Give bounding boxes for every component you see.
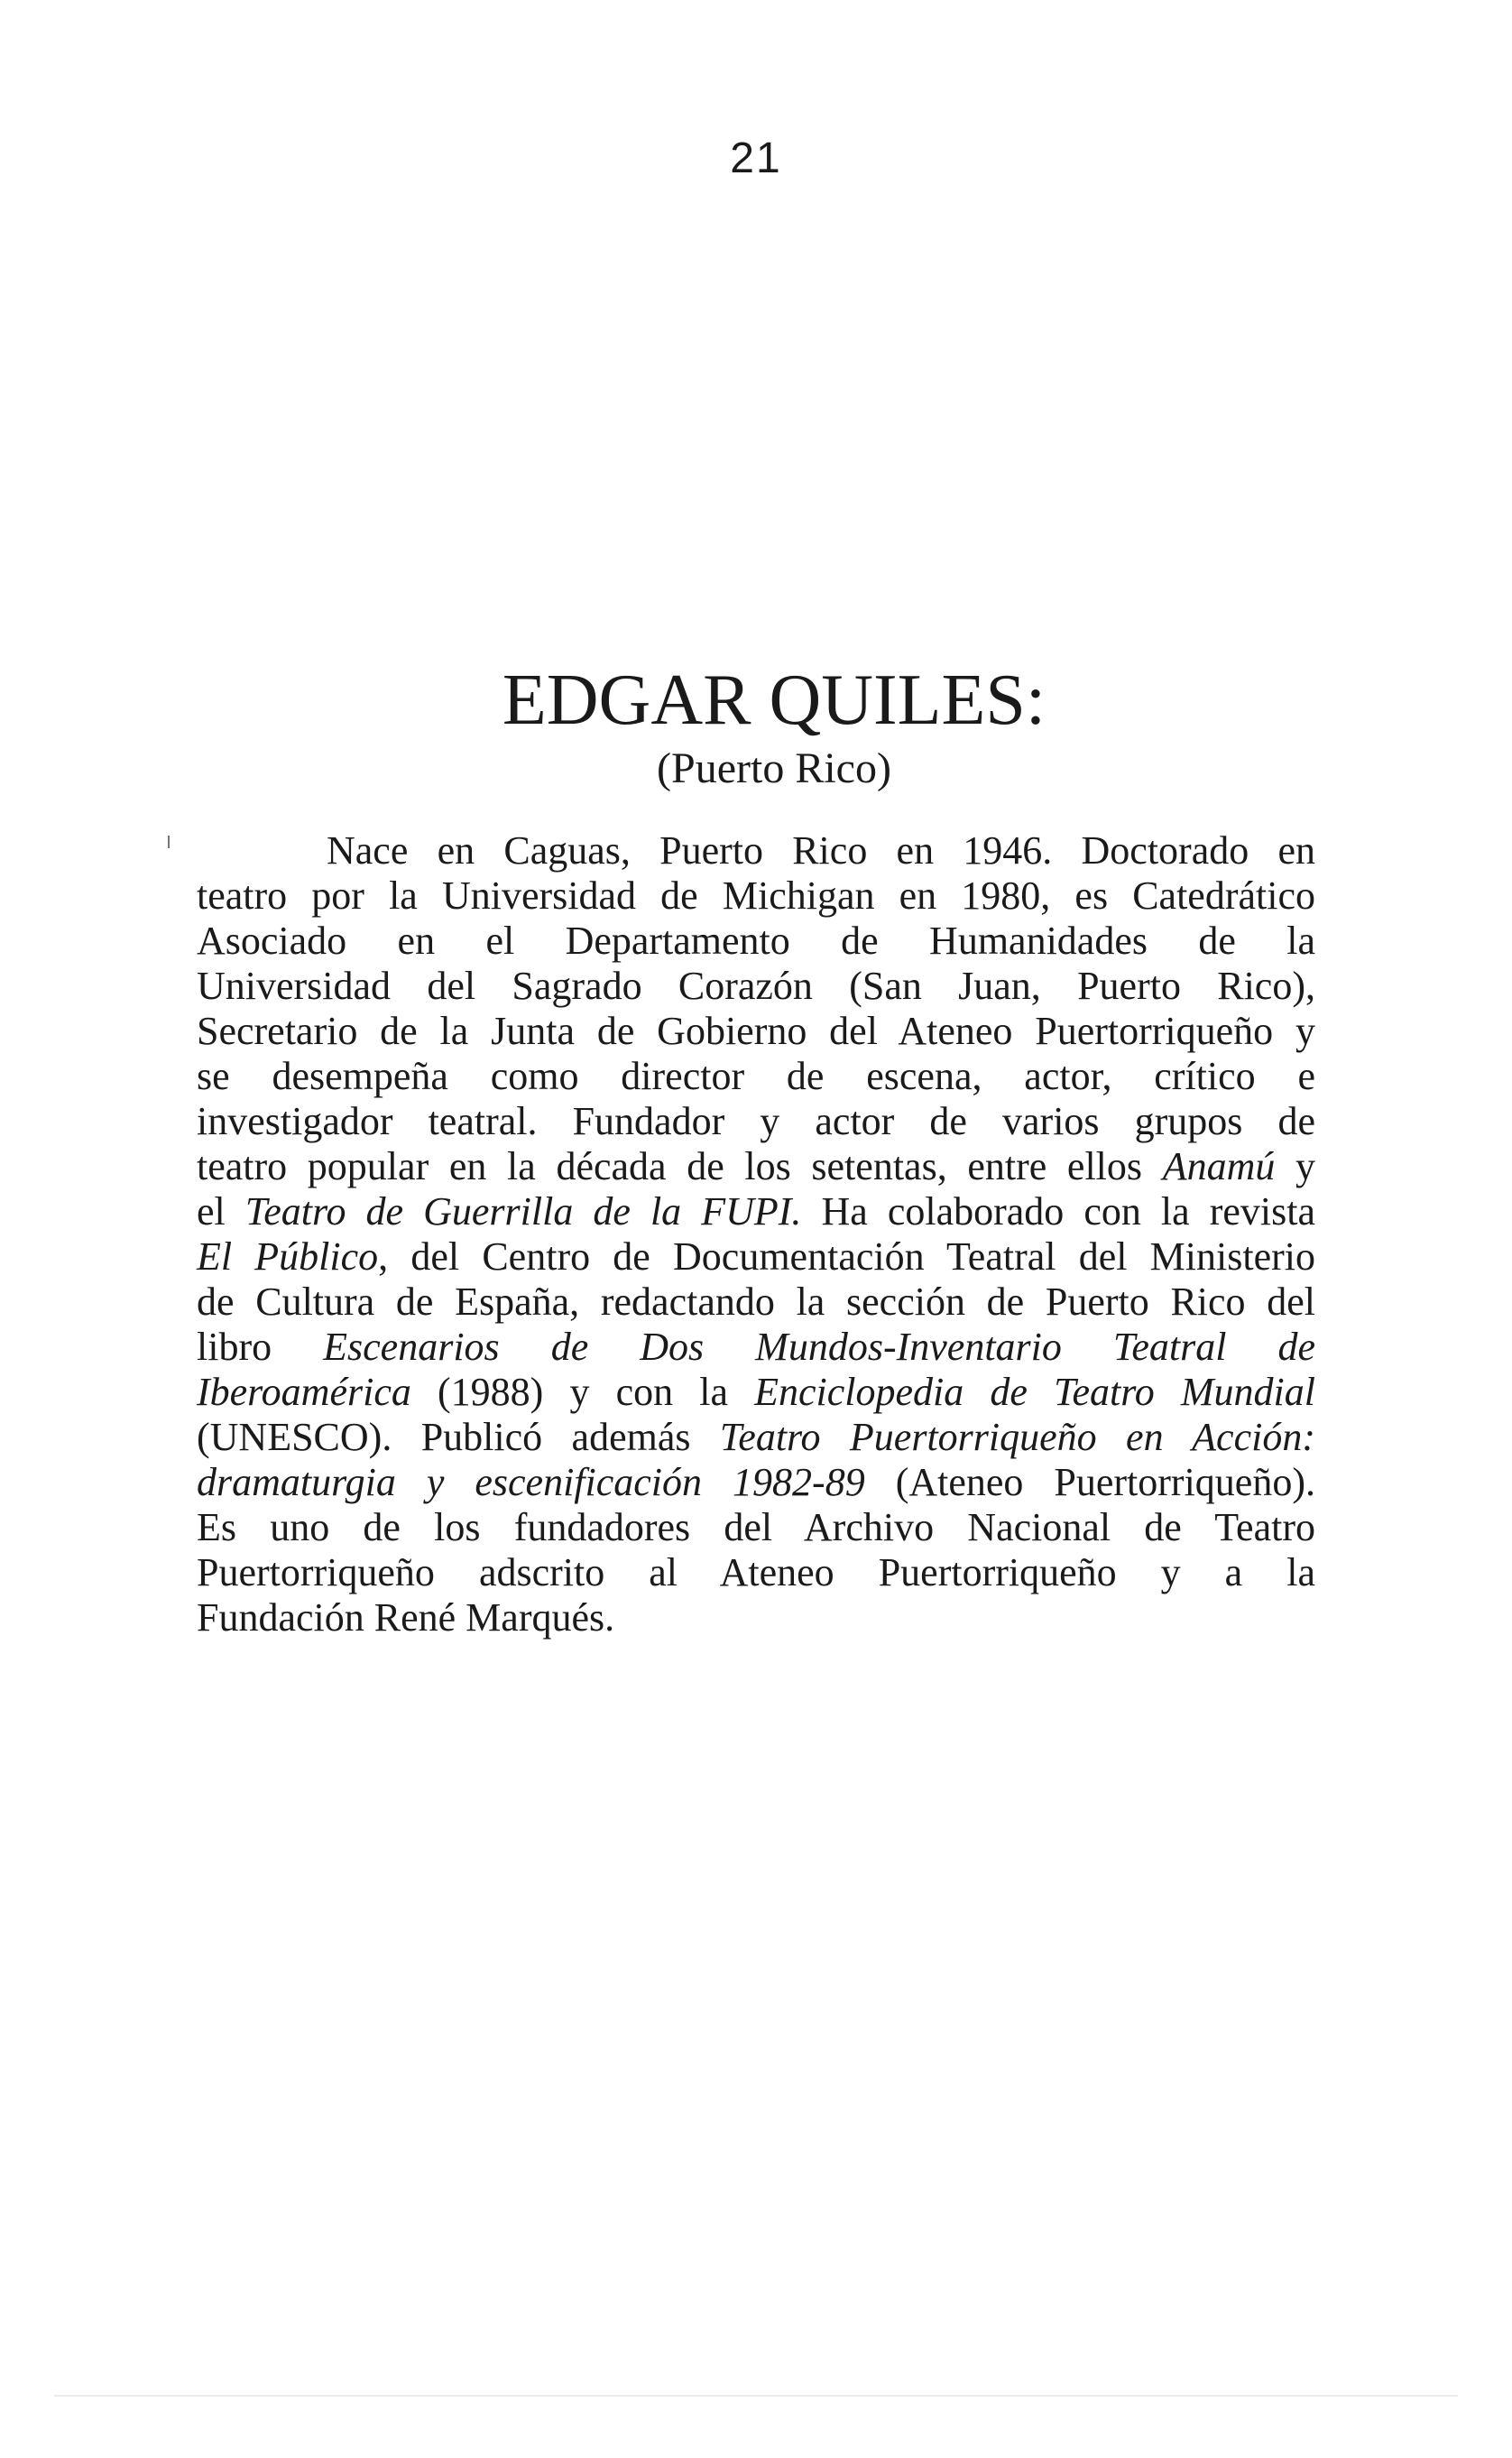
bio-line	[197, 1325, 1315, 1370]
page-number: 21	[730, 134, 782, 182]
bio-line	[197, 1280, 1315, 1325]
bio-italic-title: Escenarios de Dos Mundos-Inventario Teatral de	[323, 1325, 1316, 1369]
bio-text: libro	[197, 1325, 324, 1369]
bio-line	[197, 1144, 1315, 1189]
bio-italic-title: dramaturgia y escenificación 1982-89	[197, 1460, 865, 1504]
bio-text: Ha colaborado con la revista	[801, 1189, 1315, 1234]
bio-text: Fundación René Marqués.	[197, 1595, 615, 1640]
bio-text: (Ateneo Puertorriqueño).	[864, 1460, 1315, 1504]
bio-text: , del Centro de Documentación Teatral del Ministerio	[378, 1234, 1315, 1279]
bio-line	[197, 1595, 1315, 1640]
bio-line	[197, 1189, 1315, 1234]
page-bottom-edge	[54, 2395, 1458, 2397]
bio-line	[197, 873, 1315, 919]
bio-line	[197, 1370, 1315, 1415]
bio-text: investigador teatral. Fundador y actor de varios grupos de	[197, 1099, 1315, 1143]
bio-line	[197, 964, 1315, 1009]
bio-text: Asociado en el Departamento de Humanidades de la	[197, 919, 1315, 963]
bio-text: Puertorriqueño adscrito al Ateneo Puertorriqueño y a la	[197, 1550, 1315, 1594]
bio-line	[197, 1054, 1315, 1099]
bio-text: Secretario de la Junta de Gobierno del Ateneo Puertorriqueño y	[197, 1009, 1315, 1053]
bio-text: y	[1275, 1144, 1315, 1188]
bio-text: de Cultura de España, redactando la sección de Puerto Rico del	[197, 1280, 1315, 1324]
bio-italic-title: Enciclopedia de Teatro Mundial	[754, 1370, 1315, 1414]
bio-text: (UNESCO). Publicó además	[197, 1415, 720, 1459]
author-name-heading: EDGAR QUILES:	[502, 661, 1046, 740]
bio-line	[197, 1415, 1315, 1460]
bio-italic-title: Teatro Puertorriqueño en Acción:	[719, 1415, 1315, 1459]
bio-line	[197, 1550, 1315, 1595]
bio-text: Universidad del Sagrado Corazón (San Juan, Puerto Rico),	[197, 964, 1315, 1008]
author-country: (Puerto Rico)	[657, 744, 891, 792]
bio-line	[197, 1505, 1315, 1550]
bio-text: Es uno de los fundadores del Archivo Nacional de Teatro	[197, 1505, 1315, 1549]
bio-text: teatro por la Universidad de Michigan en 1980, es Catedrático	[197, 873, 1315, 918]
bio-line	[197, 1234, 1315, 1280]
bio-line	[197, 828, 1315, 873]
bio-line	[197, 1099, 1315, 1144]
bio-line	[197, 919, 1315, 964]
bio-text: se desempeña como director de escena, actor, crítico e	[197, 1054, 1315, 1098]
bio-line	[197, 1009, 1315, 1054]
bio-italic-title: El Público	[197, 1234, 379, 1279]
bio-line	[197, 1460, 1315, 1505]
bio-text: teatro popular en la década de los setentas, entre ellos	[197, 1144, 1163, 1188]
author-biography	[197, 828, 1315, 1640]
bio-italic-title: Teatro de Guerrilla de la FUPI.	[244, 1189, 802, 1234]
margin-mark	[168, 836, 170, 848]
bio-text: (1988) y con la	[410, 1370, 755, 1414]
bio-text: Nace en Caguas, Puerto Rico en 1946. Doctorado en	[327, 828, 1315, 873]
bio-italic-title: Anamú	[1162, 1144, 1276, 1188]
bio-italic-title: Iberoamérica	[197, 1370, 411, 1414]
bio-text: el	[197, 1189, 245, 1234]
